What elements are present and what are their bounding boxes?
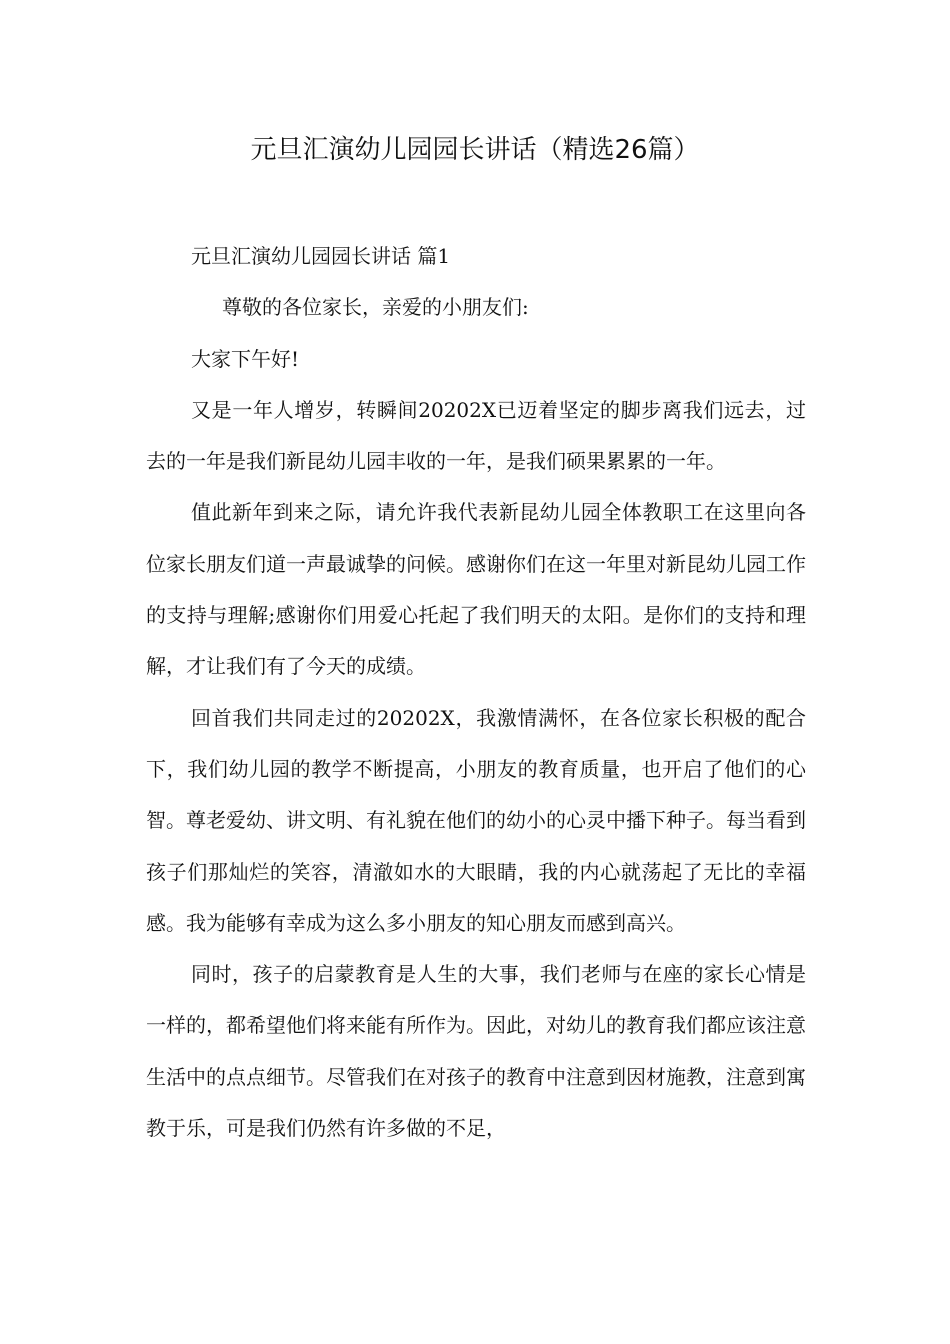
section-heading: 元旦汇演幼儿园园长讲话 篇1 xyxy=(191,244,451,268)
paragraph: 同时，孩子的启蒙教育是人生的大事，我们老师与在座的家长心情是一样的，都希望他们将来能有所作为。因此，对幼儿的教育我们都应该注意生活中的点点细节。尽管我们在对孩子的教育中注意到因材施教，注意到寓教于乐，可是我们仍然有许多做的不足， xyxy=(146,962,806,1141)
paragraph: 回首我们共同走过的20202X，我激情满怀，在各位家长积极的配合下，我们幼儿园的教学不断提高，小朋友的教育质量，也开启了他们的心智。尊老爱幼、讲文明、有礼貌在他们的幼小的心灵中播下种子。每当看到孩子们那灿烂的笑容，清澈如水的大眼睛，我的内心就荡起了无比的幸福感。我为能够有幸成为这么多小朋友的知心朋友而感到高兴。 xyxy=(146,705,806,935)
paragraph: 又是一年人增岁，转瞬间20202X已迈着坚定的脚步离我们远去，过去的一年是我们新昆幼儿园丰收的一年，是我们硕果累累的一年。 xyxy=(146,397,806,474)
greeting: 大家下午好! xyxy=(191,346,300,371)
document-body xyxy=(146,231,806,1154)
paragraph: 值此新年到来之际，请允许我代表新昆幼儿园全体教职工在这里向各位家长朋友们道一声最诚挚的问候。感谢你们在这一年里对新昆幼儿园工作的支持与理解;感谢你们用爱心托起了我们明天的太阳。是你们的支持和理解，才让我们有了今天的成绩。 xyxy=(146,500,806,679)
document-title: 元旦汇演幼儿园园长讲话（精选26篇） xyxy=(250,135,700,165)
salutation: 尊敬的各位家长，亲爱的小朋友们: xyxy=(222,295,529,320)
